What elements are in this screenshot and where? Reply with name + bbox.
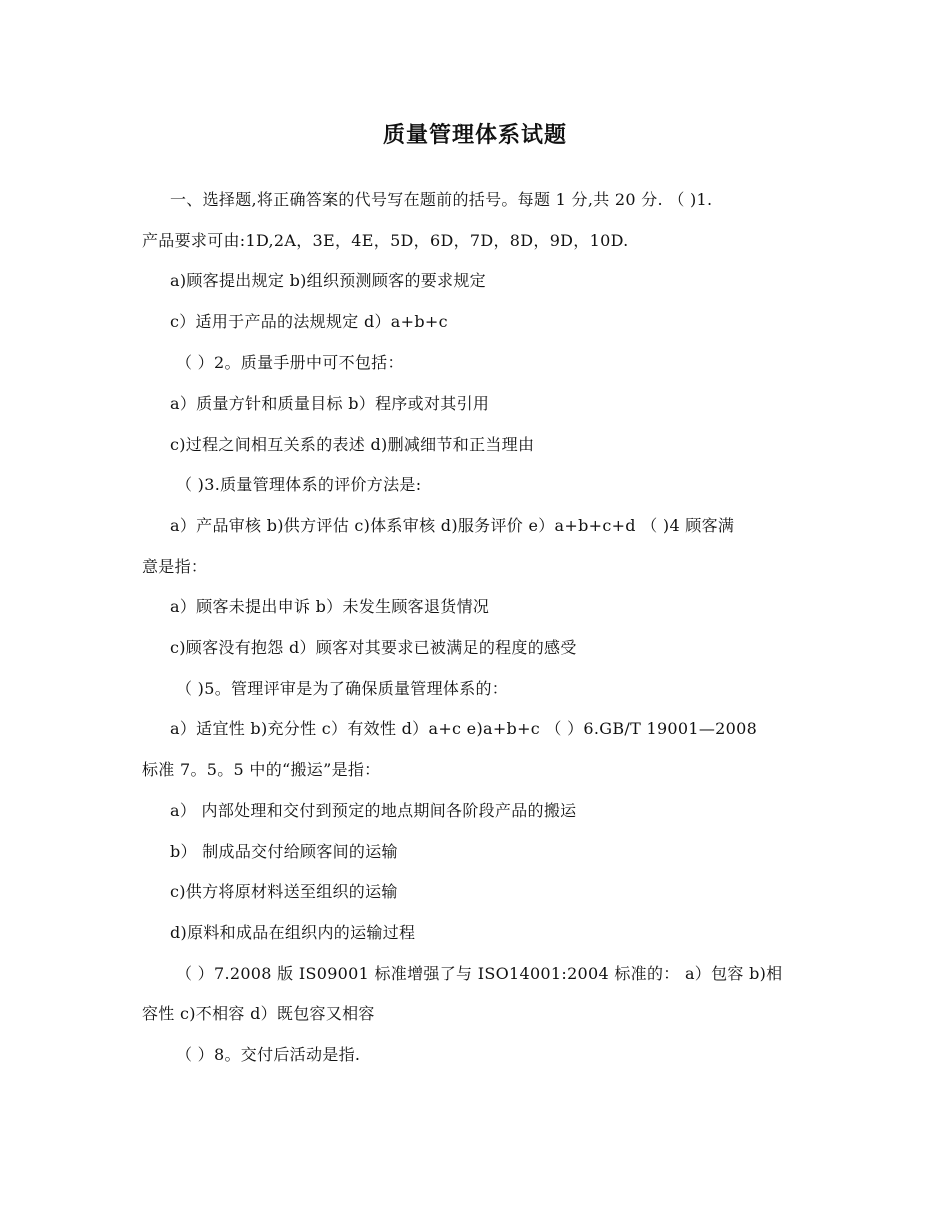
question-4-options-cd: c)顾客没有抱怨 d）顾客对其要求已被满足的程度的感受 [170,638,577,657]
question-4-text: 意是指： [142,557,208,576]
question-2-text: （ ）2。质量手册中可不包括： [176,353,404,372]
question-6-option-c: c)供方将原材料送至组织的运输 [170,882,398,901]
question-6-option-b: b） 制成品交付给顾客间的运输 [170,842,398,861]
question-5-text: （ )5。管理评审是为了确保质量管理体系的： [176,679,509,698]
question-1-intro: 一、选择题,将正确答案的代号写在题前的括号。每题 1 分,共 20 分. （ )1. [170,190,713,209]
question-7-options: 容性 c)不相容 d）既包容又相容 [142,1004,375,1023]
question-2-options-cd: c)过程之间相互关系的表述 d)删减细节和正当理由 [170,435,535,454]
question-6-text: 标准 7。5。5 中的“搬运”是指： [142,760,381,779]
question-1-text: 产品要求可由:1D,2A，3E，4E，5D，6D，7D，8D，9D，10D. [142,231,629,250]
question-3-text: （ )3.质量管理体系的评价方法是: [176,475,422,494]
question-8-text: （ ）8。交付后活动是指. [176,1045,361,1064]
question-1-options-cd: c）适用于产品的法规规定 d）a+b+c [170,312,448,331]
question-2-options-ab: a）质量方针和质量目标 b）程序或对其引用 [170,394,490,413]
question-6-option-d: d)原料和成品在组织内的运输过程 [170,923,416,942]
question-7-text: （ ）7.2008 版 IS09001 标准增强了与 ISO14001:2004 标准的： a）包容 b)相 [176,964,783,983]
question-5-options: a）适宜性 b)充分性 c）有效性 d）a+c e)a+b+c （ ）6.GB/T 19001—2008 [170,719,758,738]
question-6-option-a: a） 内部处理和交付到预定的地点期间各阶段产品的搬运 [170,801,577,820]
question-1-options-ab: a)顾客提出规定 b)组织预测顾客的要求规定 [170,271,486,290]
page-title: 质量管理体系试题 [382,122,567,148]
question-3-options: a）产品审核 b)供方评估 c)体系审核 d)服务评价 e）a+b+c+d （ )4 顾客满 [170,516,735,535]
question-4-options-ab: a）顾客未提出申诉 b）未发生顾客退货情况 [170,597,490,616]
